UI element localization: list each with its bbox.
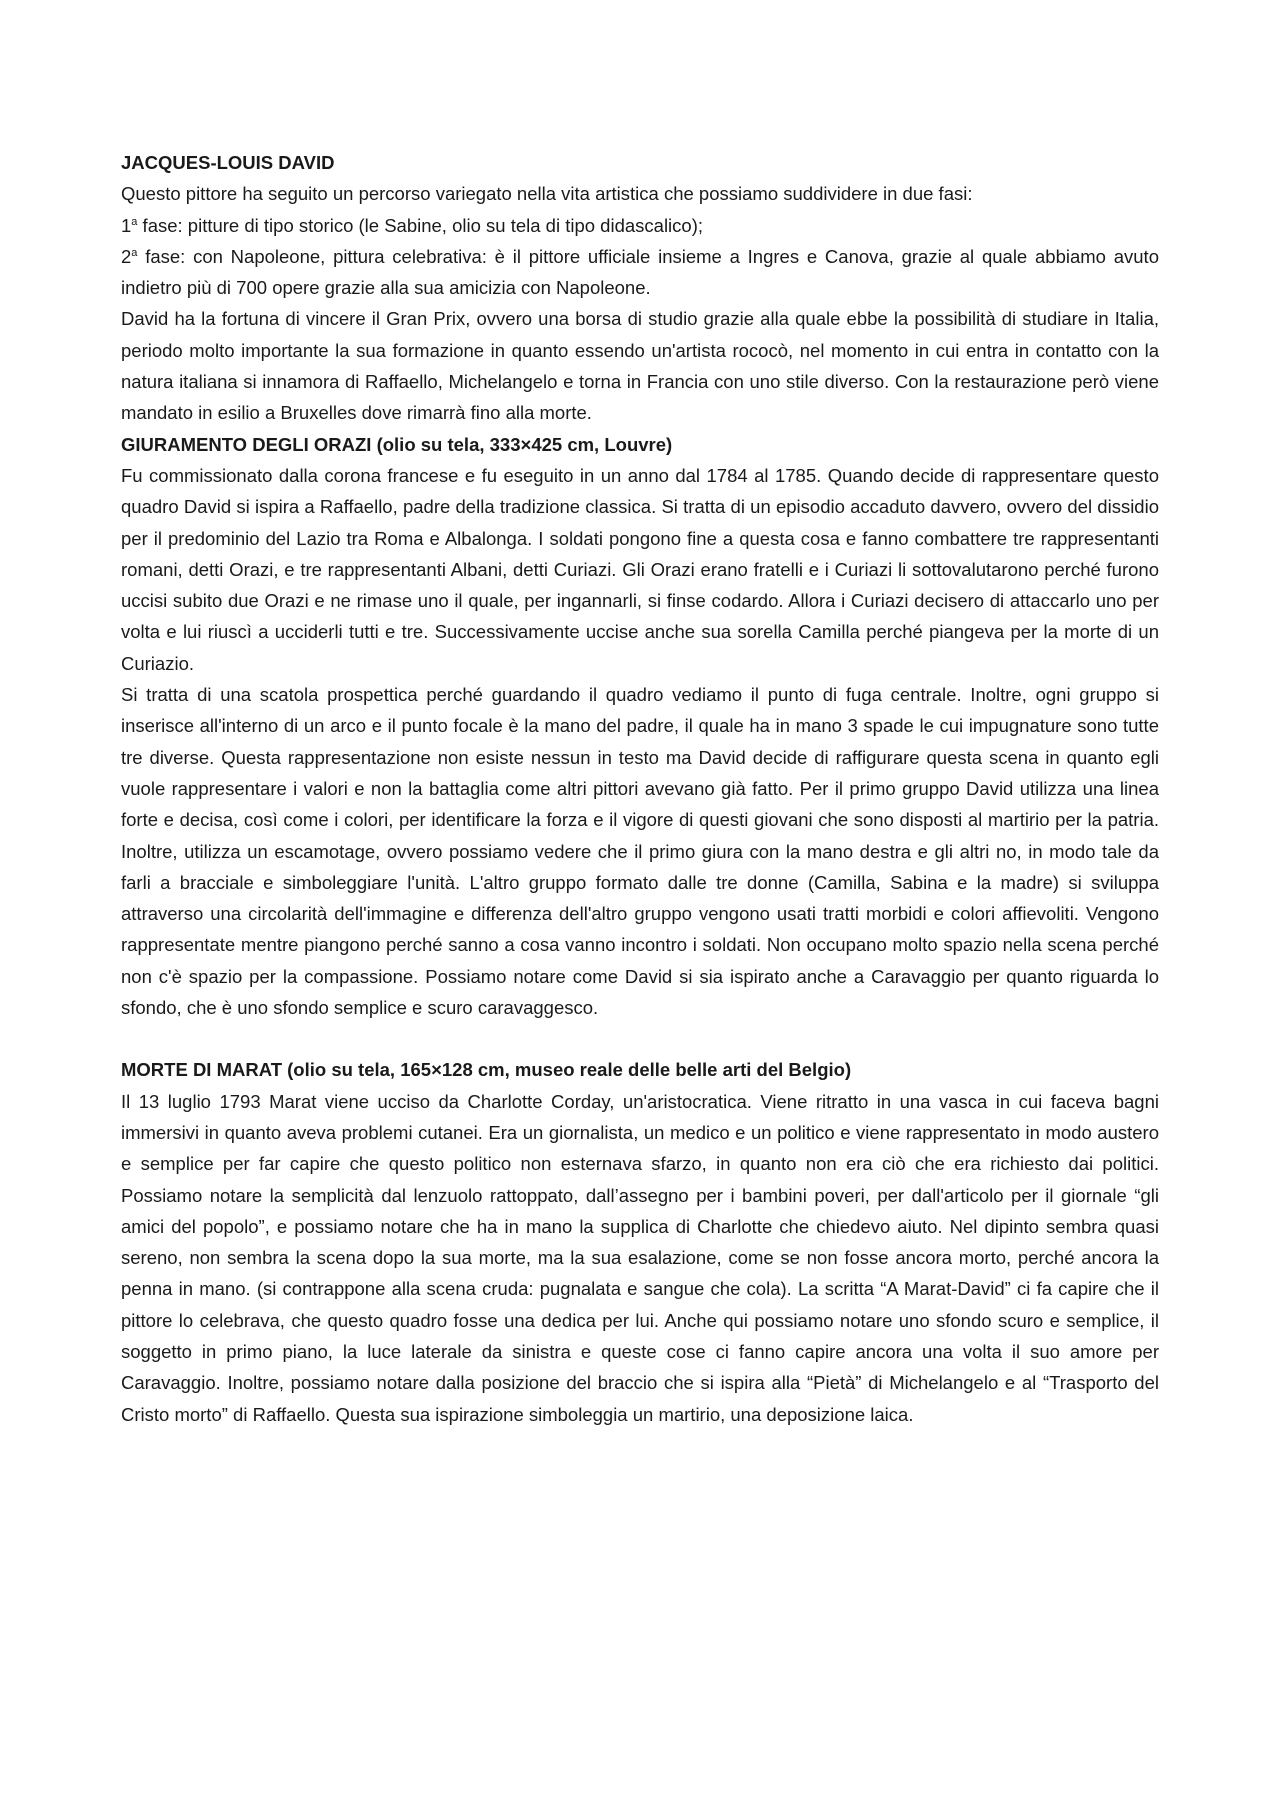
phase-1-ordinal: a bbox=[131, 215, 138, 228]
orazi-analysis-paragraph: Si tratta di una scatola prospettica perché guardando il quadro vediamo il punto di fuga centrale. Inoltre, ogni gruppo si inserisce all'interno di un arco e il punto focale è la mano del padre, il quale ha in mano 3 spade le cui impugnature sono tutte tre diverse. Questa rappresentazione non esiste nessun in testo ma David decide di raffigurare questa scena in quanto egli vuole rappresentare i valori e non la battaglia come altri pittori avevano già fatto. Per il primo gruppo David utilizza una linea forte e decisa, così come i colori, per identificare la forza e il vigore di questi giovani che sono disposti al martirio per la patria. Inoltre, utilizza un escamotage, ovvero possiamo vedere che il primo giura con la mano destra e gli altri no, in modo tale da farli a bracciale e simboleggiare l'unità. L'altro gruppo formato dalle tre donne (Camilla, Sabina e la madre) si sviluppa attraverso una circolarità dell'immagine e differenza dell'altro gruppo vengono usati tratti morbidi e colori affievoliti. Vengono rappresentate mentre piangono perché sanno a cosa vanno incontro i soldati. Non occupano molto spazio nella scena perché non c'è spazio per la compassione. Possiamo notare come David si sia ispirato anche a Caravaggio per quanto riguarda lo sfondo, che è uno sfondo semplice e scuro caravaggesco. bbox=[121, 684, 1159, 1019]
phase-2-text: fase: con Napoleone, pittura celebrativa: è il pittore ufficiale insieme a Ingres e Canova, grazie al quale abbiamo avuto indietro più di 700 opere grazie alla sua amicizia con Napoleone. bbox=[121, 245, 1159, 299]
phase-2-number: 2 bbox=[121, 245, 132, 267]
phase-2-line bbox=[121, 241, 1159, 304]
marat-paragraph: Il 13 luglio 1793 Marat viene ucciso da Charlotte Corday, un'aristocratica. Viene ritratto in una vasca in cui faceva bagni immersivi in quanto aveva problemi cutanei. Era un giornalista, un medico e un politico e viene rappresentato in modo austero e semplice per far capire che questo politico non esternava sfarzo, in quanto non era ciò che era richiesto dai politici. Possiamo notare la semplicità dal lenzuolo rattoppato, dall’assegno per i bambini poveri, per dall'articolo per il giornale “gli amici del popolo”, e possiamo notare che ha in mano la supplica di Charlotte che chiedevo aiuto. Nel dipinto sembra quasi sereno, non sembra la scena dopo la sua morte, ma la sua esalazione, come se non fosse ancora morto, perché ancora la penna in mano. (si contrappone alla scena cruda: pugnalata e sangue che cola). La scritta “A Marat-David” ci fa capire che il pittore lo celebrava, che questo quadro fosse una dedica per lui. Anche qui possiamo notare uno sfondo scuro e semplice, il soggetto in primo piano, la luce laterale da sinistra e queste cose ci fanno capire ancora una volta il suo amore per Caravaggio. Inoltre, possiamo notare dalla posizione del braccio che si ispira alla “Pietà” di Michelangelo e al “Trasporto del Cristo morto” di Raffaello. Questa sua ispirazione simboleggia un martirio, una deposizione laica. bbox=[121, 1090, 1159, 1425]
phase-1-number: 1 bbox=[121, 214, 132, 236]
section-spacer bbox=[121, 1023, 1159, 1054]
phase-1-text: fase: pitture di tipo storico (le Sabine, olio su tela di tipo didascalico); bbox=[137, 214, 703, 236]
phase-1-line bbox=[121, 210, 1159, 241]
section-title-david: JACQUES-LOUIS DAVID bbox=[121, 152, 335, 173]
document-page bbox=[121, 147, 1159, 1430]
section-title-marat: MORTE DI MARAT (olio su tela, 165×128 cm, museo reale delle belle arti del Belgio) bbox=[121, 1059, 852, 1081]
section-title-orazi: GIURAMENTO DEGLI ORAZI (olio su tela, 333×425 cm, Louvre) bbox=[121, 433, 673, 455]
orazi-history-paragraph: Fu commissionato dalla corona francese e fu eseguito in un anno dal 1784 al 1785. Quando decide di rappresentare questo quadro David si ispira a Raffaello, padre della tradizione classica. Si tratta di un episodio accaduto davvero, ovvero del dissidio per il predominio del Lazio tra Roma e Albalonga. I soldati pongono fine a questa cosa e fanno combattere tre rappresentanti romani, detti Orazi, e tre rappresentanti Albani, detti Curiazi. Gli Orazi erano fratelli e i Curiazi li sottovalutarono perché furono uccisi subito due Orazi e ne rimase uno il quale, per ingannarli, si finse codardo. Allora i Curiazi decisero di attaccarlo uno per volta e lui riuscì a ucciderli tutti e tre. Successivamente uccise anche sua sorella Camilla perché piangeva per la morte di un Curiazio. bbox=[121, 464, 1159, 674]
david-biography-paragraph: David ha la fortuna di vincere il Gran Prix, ovvero una borsa di studio grazie alla quale ebbe la possibilità di studiare in Italia, periodo molto importante la sua formazione in quanto essendo un'artista rococò, nel momento in cui entra in contatto con la natura italiana si innamora di Raffaello, Michelangelo e torna in Francia con uno stile diverso. Con la restaurazione però viene mandato in esilio a Bruxelles dove rimarrà fino alla morte. bbox=[121, 308, 1159, 424]
phase-2-ordinal: a bbox=[131, 246, 138, 259]
intro-text: Questo pittore ha seguito un percorso variegato nella vita artistica che possiamo suddividere in due fasi: bbox=[121, 183, 973, 205]
